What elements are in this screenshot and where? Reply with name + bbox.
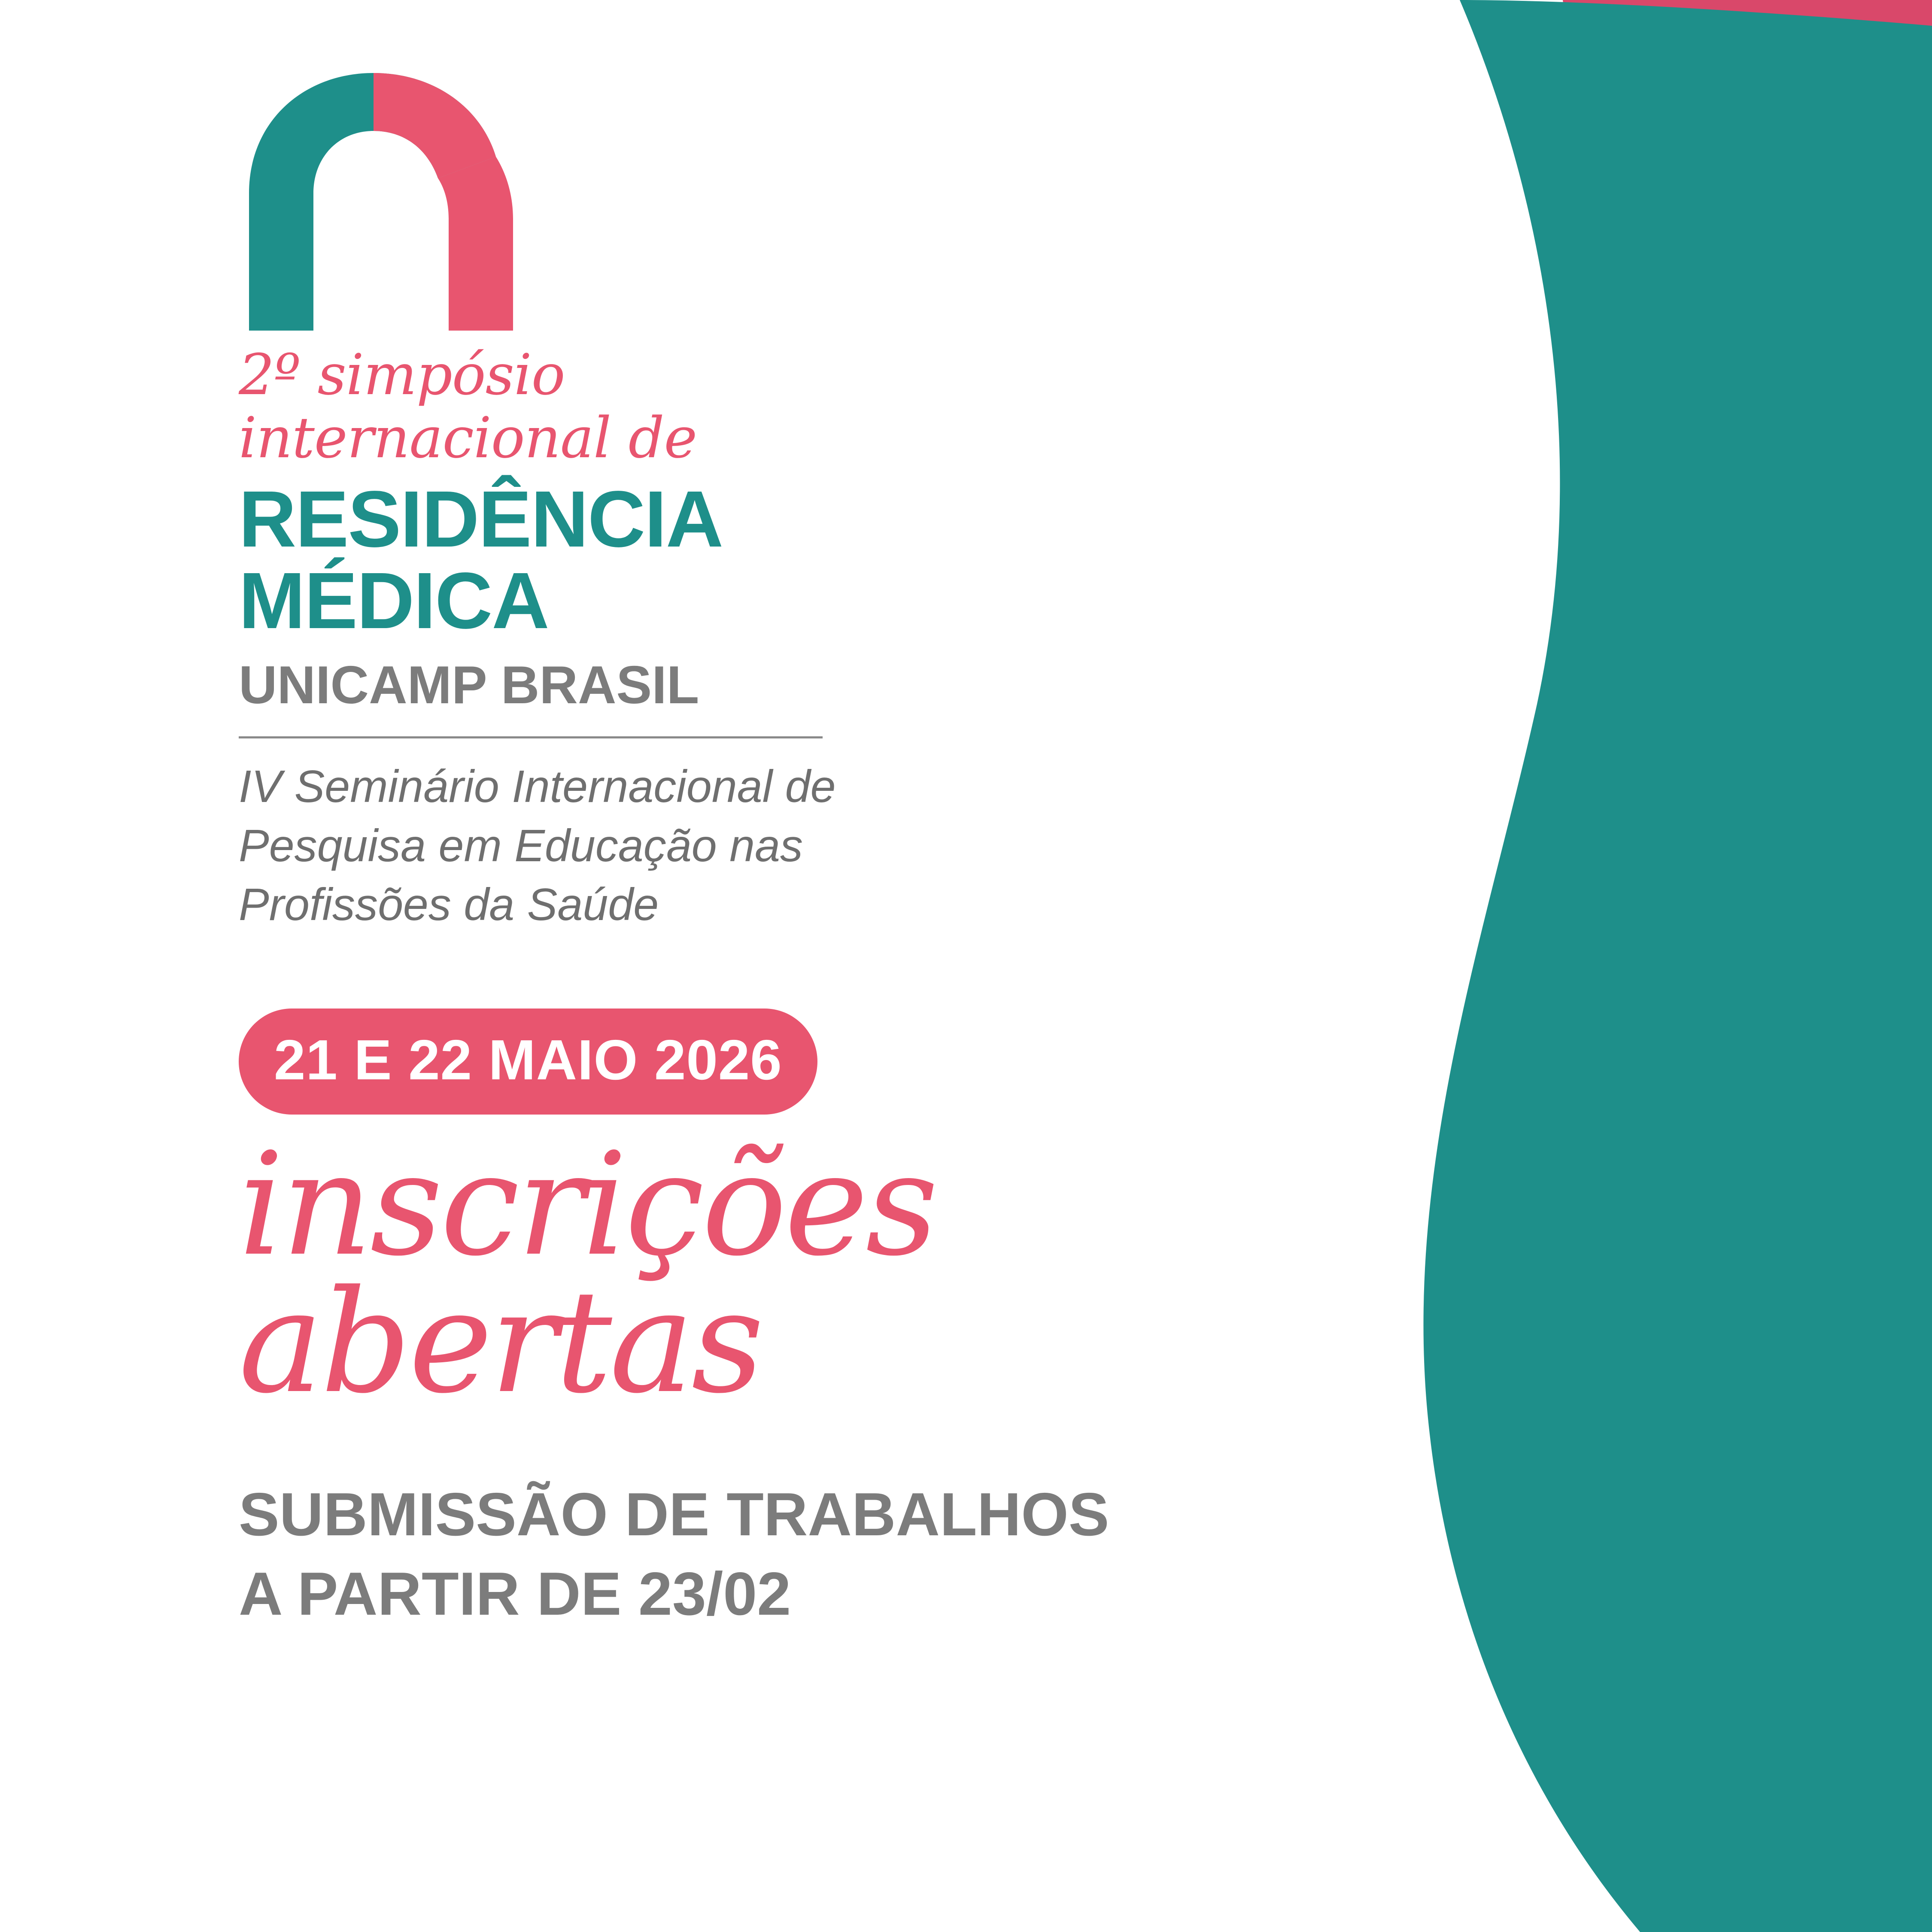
seminar-line-1: IV Seminário Internacional de bbox=[239, 761, 836, 812]
arch-logo-icon bbox=[232, 64, 584, 339]
script-title bbox=[239, 343, 1226, 469]
submission-note-line-1: SUBMISSÃO DE TRABALHOS bbox=[239, 1480, 1109, 1549]
seminar-line-3: Profissões da Saúde bbox=[239, 879, 659, 930]
main-title-line-1: RESIDÊNCIA bbox=[239, 475, 723, 564]
divider bbox=[239, 736, 823, 738]
seminar-line-2: Pesquisa em Educação nas bbox=[239, 820, 803, 871]
logo-pink-arch bbox=[438, 157, 513, 331]
headline-line-1: inscrições bbox=[239, 1122, 936, 1288]
submission-note bbox=[239, 1475, 1226, 1634]
script-title-line-1: 2º simpósio bbox=[239, 342, 565, 407]
seminar-subtitle bbox=[239, 757, 1226, 935]
poster-content bbox=[239, 343, 1226, 1634]
submission-note-line-2: A PARTIR DE 23/02 bbox=[239, 1560, 791, 1628]
headline bbox=[239, 1122, 1226, 1425]
teal-droplet-shape bbox=[1424, 0, 1932, 1932]
logo-pink-arch-top bbox=[374, 73, 496, 178]
page-title bbox=[239, 475, 1226, 646]
date-badge: 21 E 22 MAIO 2026 bbox=[239, 1009, 817, 1115]
script-title-line-2: internacional de bbox=[239, 404, 697, 471]
headline-line-2: abertas bbox=[239, 1260, 762, 1425]
pink-droplet-shape bbox=[1563, 0, 1932, 910]
institution-label: UNICAMP BRASIL bbox=[239, 655, 699, 715]
main-title-line-2: MÉDICA bbox=[239, 556, 549, 646]
